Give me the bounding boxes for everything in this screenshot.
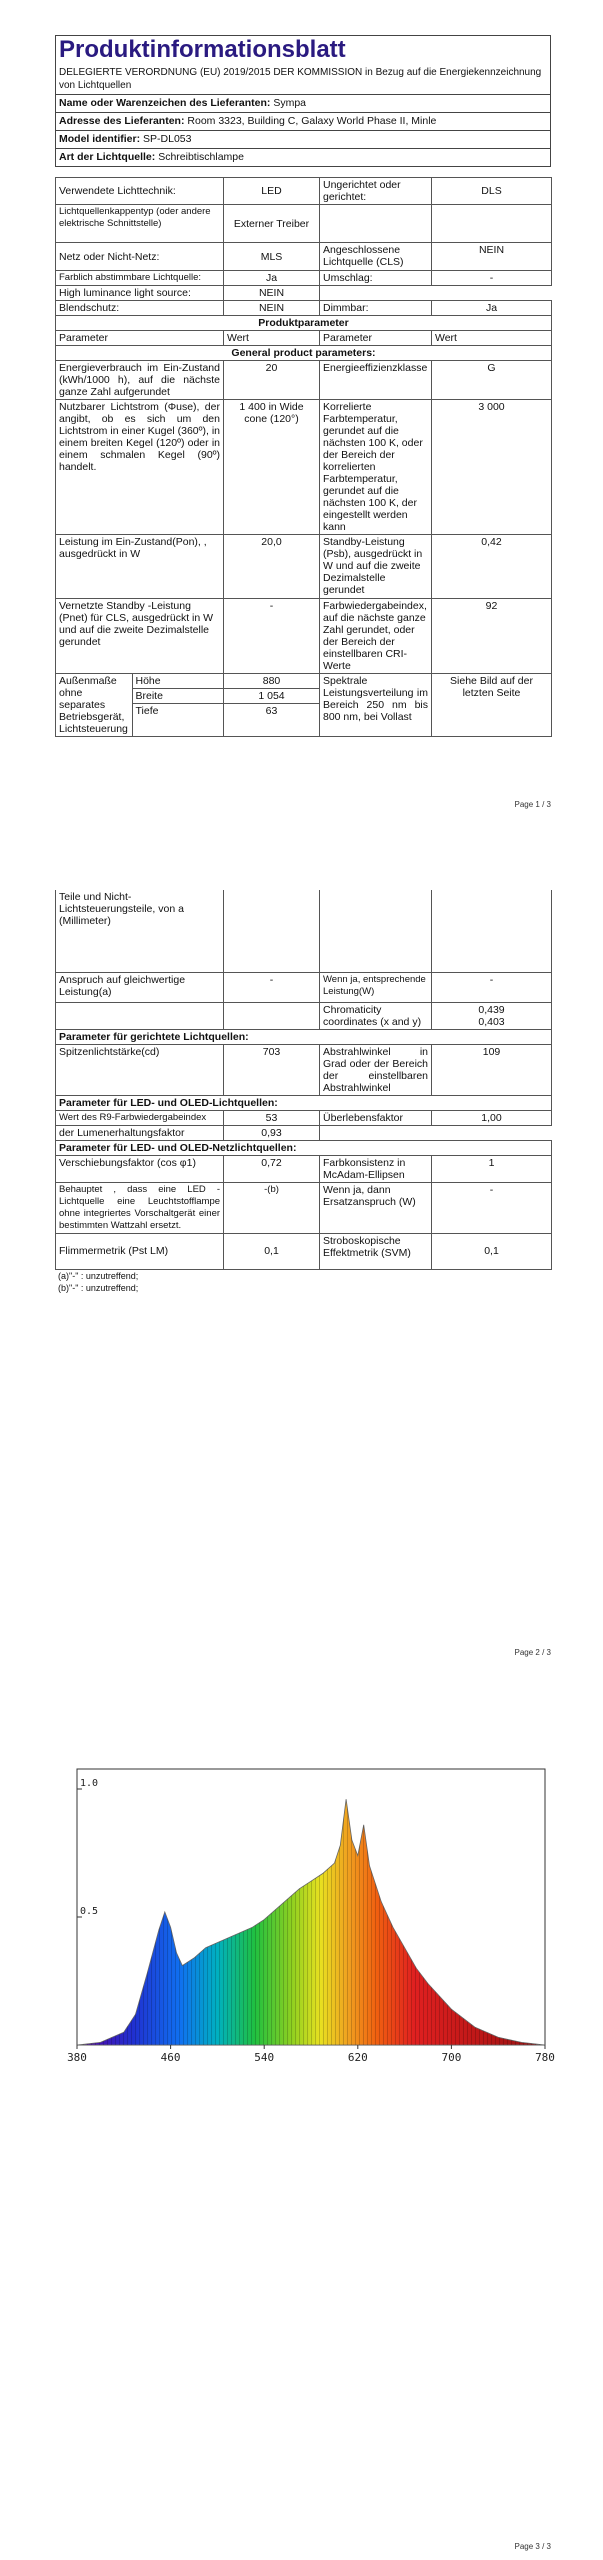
dim-width-label: Breite bbox=[133, 689, 224, 704]
dimensions-label: Außenmaße ohne separates Betriebsgerät, Lichtsteuerung bbox=[56, 674, 132, 736]
regulation-text: DELEGIERTE VERORDNUNG (EU) 2019/2015 DER KOMMISSION in Bezug auf die Energiekennzeichnung von Lichtquellen bbox=[59, 67, 542, 91]
table-row: Farblich abstimmbare Lichtquelle: Ja Umschlag: - bbox=[56, 271, 552, 286]
page-number: Page 2 / 3 bbox=[514, 1648, 551, 1657]
table-row: der Lumenerhaltungsfaktor 0,93 bbox=[56, 1125, 552, 1140]
section-header: Parameter für LED- und OLED-Lichtquellen: bbox=[56, 1095, 552, 1110]
model-row: Model identifier: SP-DL053 bbox=[56, 130, 550, 148]
dimensions-table bbox=[56, 674, 223, 736]
spectral-distribution-chart bbox=[55, 1765, 555, 2075]
x-tick-label: 540 bbox=[254, 2051, 275, 2064]
parameters-table bbox=[55, 890, 552, 1270]
table-row: Anspruch auf gleichwertige Leistung(a) - Wenn ja, entsprechende Leistung(W) - bbox=[56, 972, 552, 1002]
section-header: Parameter für gerichtete Lichtquellen: bbox=[56, 1029, 552, 1044]
dim-depth-label: Tiefe bbox=[135, 705, 159, 717]
table-row: Verschiebungsfaktor (cos φ1) 0,72 Farbkonsistenz in McAdam-Ellipsen 1 bbox=[56, 1155, 552, 1182]
table-row: High luminance light source: NEIN bbox=[56, 286, 552, 301]
sheet-title: Produktinformationsblatt bbox=[59, 36, 346, 63]
table-row: Chromaticity coordinates (x and y) 0,439 0,403 bbox=[56, 1002, 552, 1029]
address-row: Adresse des Lieferanten: Room 3323, Building C, Galaxy World Phase II, Minle bbox=[56, 112, 550, 130]
table-row: Wert des R9-Farbwiedergabeindex 53 Überlebensfaktor 1,00 bbox=[56, 1110, 552, 1125]
page-1 bbox=[0, 0, 603, 820]
section-header: Parameter für LED- und OLED-Netzlichtquellen: bbox=[56, 1140, 552, 1155]
table-row: Blendschutz: NEIN Dimmbar: Ja bbox=[56, 301, 552, 316]
page-3 bbox=[0, 1700, 603, 2560]
column-header-row: Parameter Wert Parameter Wert bbox=[56, 331, 552, 346]
table-row: Nutzbarer Lichtstrom (Φuse), der angibt, ob es sich um den Lichtstrom in einer Kugel (360º), in einem breiten Kegel (120º) oder in einem schmalen Kegel (90º) handelt. 1 400 in Wide cone (120°) Korrelierte Farbtemperatur, gerundet auf die nächsten 100 K, oder der Bereich der korrelierten Farbtemperatur, gerundet auf die nächsten 100 K, der eingestellt werden kann 3 000 bbox=[56, 400, 552, 535]
table-row: Flimmermetrik (Pst LM) 0,1 Stroboskopische Effektmetrik (SVM) 0,1 bbox=[56, 1233, 552, 1269]
table-row: Leistung im Ein-Zustand(Pon), , ausgedrückt in W 20,0 Standby-Leistung (Psb), ausgedrückt in W und auf die zweite Dezimalstelle gerundet 0,42 bbox=[56, 535, 552, 599]
table-row: Energieverbrauch im Ein-Zustand (kWh/1000 h), auf die nächste ganze Zahl aufgerundet 20 Energieeffizienzklasse G bbox=[56, 361, 552, 400]
table-row: Behauptet , dass eine LED - Lichtquelle eine Leuchtstofflampe ohne integriertes Vorschaltgerät einer bestimmten Wattzahl ersetzt. -(b) Wenn ja, dann Ersatzanspruch (W) - bbox=[56, 1182, 552, 1233]
page-2 bbox=[0, 820, 603, 1700]
section-header: General product parameters: bbox=[56, 346, 552, 361]
table-row: Vernetzte Standby -Leistung (Pnet) für CLS, ausgedrückt in W und auf die zweite Dezimalstelle gerundet - Farbwiedergabeindex, auf die nächste ganze Zahl gerundet, oder der Bereich der einstellbaren CRI-Werte 92 bbox=[56, 599, 552, 674]
spectral-label: Spektrale Leistungsverteilung im Bereich 250 nm bis 800 nm, bei Vollast bbox=[320, 674, 432, 737]
x-tick-label: 460 bbox=[160, 2051, 181, 2064]
table-row: Netz oder Nicht-Netz: MLS Angeschlossene Lichtquelle (CLS) NEIN bbox=[56, 243, 552, 271]
dim-depth-value: 63 bbox=[265, 705, 278, 717]
chromaticity-x: 0,439 bbox=[478, 1003, 505, 1016]
x-tick-label: 380 bbox=[67, 2051, 87, 2064]
y-tick-label: 1.0 bbox=[80, 1778, 99, 1789]
footnote-a: (a)"-" : unzutreffend; bbox=[58, 1270, 139, 1281]
table-row: Teile und Nicht-Lichtsteuerungsteile, von a (Millimeter) bbox=[56, 890, 552, 972]
supplier-row: Name oder Warenzeichen des Lieferanten: Sympa bbox=[56, 94, 550, 112]
spectral-value: Siehe Bild auf der letzten Seite bbox=[432, 674, 552, 737]
footnote-b: (b)"-" : unzutreffend; bbox=[58, 1282, 139, 1293]
table-row: Lichtquellenkappentyp (oder andere elektrische Schnittstelle) Externer Treiber bbox=[56, 205, 552, 243]
y-tick-label: 0.5 bbox=[80, 1906, 99, 1917]
general-table bbox=[55, 177, 552, 737]
table-row bbox=[56, 674, 552, 737]
x-tick-label: 780 bbox=[535, 2051, 555, 2064]
x-tick-label: 700 bbox=[441, 2051, 462, 2064]
page-number: Page 3 / 3 bbox=[514, 2542, 551, 2551]
info-sheet bbox=[55, 35, 551, 737]
dim-width-value: 1 054 bbox=[224, 689, 319, 704]
info-sheet-continued bbox=[55, 890, 551, 1294]
table-row: Verwendete Lichttechnik: LED Ungerichtet oder gerichtet: DLS bbox=[56, 178, 552, 205]
table-row: Spitzenlichtstärke(cd) 703 Abstrahlwinkel in Grad oder der Bereich der einstellbaren Abstrahlwinkel 109 bbox=[56, 1044, 552, 1095]
type-row: Art der Lichtquelle: Schreibtischlampe bbox=[56, 148, 550, 167]
dim-height-value: 880 bbox=[224, 674, 319, 689]
chromaticity-y: 0,403 bbox=[478, 1015, 505, 1028]
dim-height-label: Höhe bbox=[133, 674, 224, 689]
page-number: Page 1 / 3 bbox=[514, 800, 551, 809]
x-tick-label: 620 bbox=[347, 2051, 368, 2064]
section-header: Produktparameter bbox=[56, 316, 552, 331]
